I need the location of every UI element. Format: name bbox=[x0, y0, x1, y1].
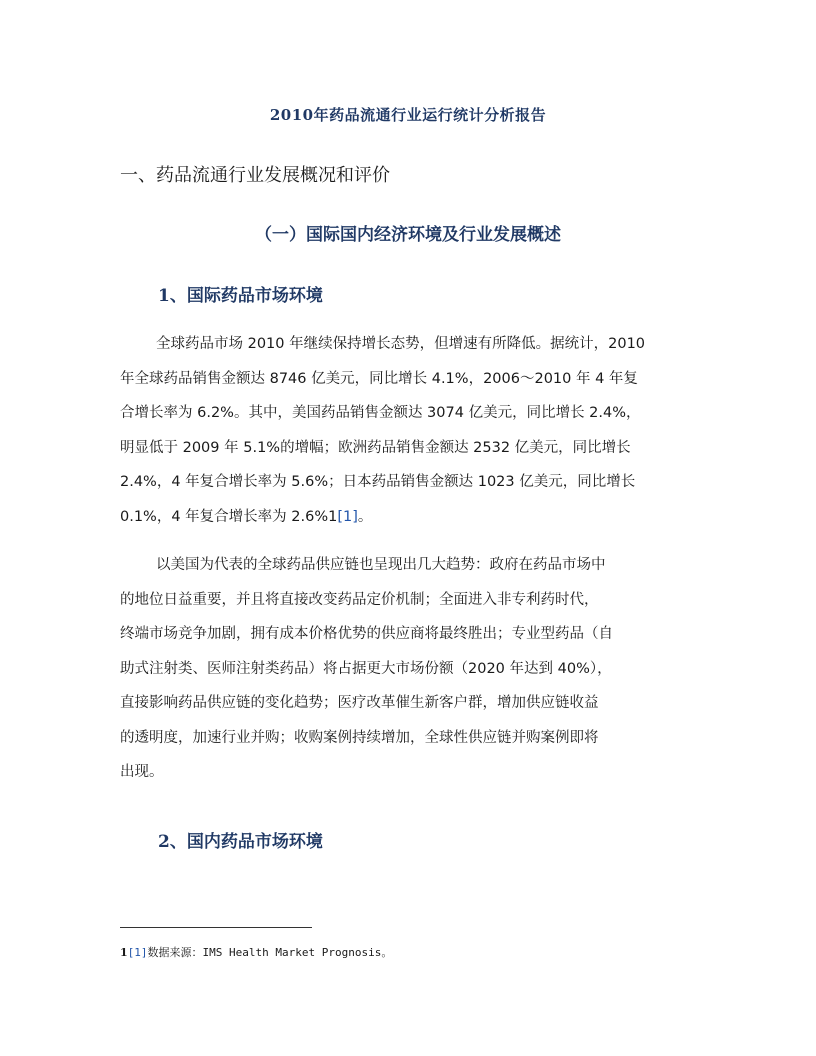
footnote-number: 1 bbox=[120, 946, 128, 959]
paragraph-international-market bbox=[120, 327, 702, 534]
item-heading-domestic: 2、国内药品市场环境 bbox=[158, 832, 323, 852]
paragraph-line: 合增长率为 6.2%。其中，美国药品销售金额达 3074 亿美元，同比增长 2.4%， bbox=[120, 405, 641, 421]
paragraph-line: 的地位日益重要，并且将直接改变药品定价机制；全面进入非专利药时代， bbox=[120, 591, 599, 608]
paragraph-line: 终端市场竞争加剧，拥有成本价格优势的供应商将最终胜出；专业型药品（自 bbox=[120, 626, 613, 642]
paragraph-line: 以美国为代表的全球药品供应链也呈现出几大趋势：政府在药品市场中 bbox=[156, 557, 606, 573]
paragraph-line-end: 。 bbox=[357, 508, 373, 525]
footnote-divider bbox=[120, 927, 312, 928]
document-title: 2010年药品流通行业运行统计分析报告 bbox=[269, 106, 547, 124]
paragraph-supply-chain-trends bbox=[120, 548, 702, 790]
footnote bbox=[120, 944, 392, 960]
section-heading: 一、药品流通行业发展概况和评价 bbox=[120, 165, 390, 186]
footnote-reference-link[interactable]: [1] bbox=[337, 508, 358, 525]
footnote-text: 数据来源：IMS Health Market Prognosis。 bbox=[147, 946, 393, 959]
paragraph-line-text: 0.1%，4 年复合增长率为 2.6%1 bbox=[120, 508, 338, 525]
paragraph-line: 年全球药品销售金额达 8746 亿美元，同比增长 4.1%，2006～2010 年 4 年复 bbox=[120, 370, 638, 387]
paragraph-line: 助式注射类、医师注射类药品）将占据更大市场份额（2020 年达到 40%）， bbox=[120, 660, 612, 677]
paragraph-line: 出现。 bbox=[120, 764, 164, 780]
paragraph-line: 2.4%，4 年复合增长率为 5.6%；日本药品销售金额达 1023 亿美元，同比增长 bbox=[120, 474, 636, 490]
footnote-backlink[interactable]: [1] bbox=[127, 946, 148, 959]
subsection-heading: （一）国际国内经济环境及行业发展概述 bbox=[255, 225, 561, 245]
paragraph-line: 全球药品市场 2010 年继续保持增长态势，但增速有所降低。据统计，2010 bbox=[156, 336, 646, 352]
paragraph-line: 直接影响药品供应链的变化趋势；医疗改革催生新客户群，增加供应链收益 bbox=[120, 695, 599, 711]
paragraph-line: 明显低于 2009 年 5.1%的增幅；欧洲药品销售金额达 2532 亿美元，同比增长 bbox=[120, 439, 631, 456]
paragraph-last-line bbox=[120, 500, 702, 535]
item-heading-international: 1、国际药品市场环境 bbox=[158, 286, 323, 306]
paragraph-line: 的透明度，加速行业并购；收购案例持续增加，全球性供应链并购案例即将 bbox=[120, 729, 599, 746]
